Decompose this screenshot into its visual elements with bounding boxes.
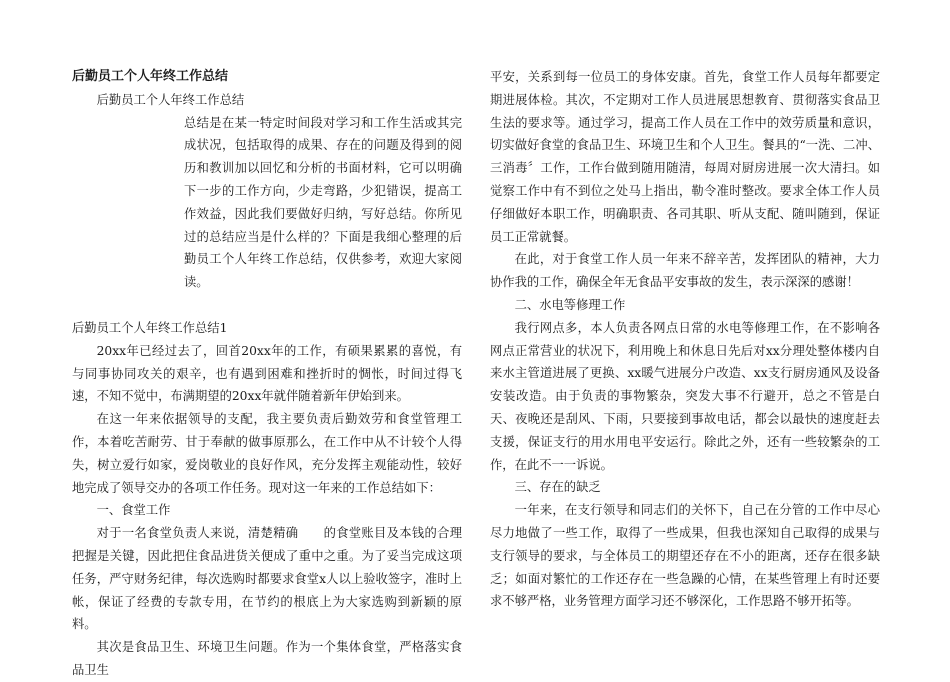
paragraph-7: 一年来，在支行领导和同志们的关怀下，自己在分管的工作中尽心尽力地做了一些工作，取得了一些成果，但我也深知自己取得的成果与支行领导的要求，与全体员工的期望还存在不小的距离，还存在很多缺乏；如面对繁忙的工作还存在一些急躁的心情，在某些管理上有时还要求不够严格，业务管理方面学习还不够深化，工作思路不够开拓等。 <box>490 503 880 609</box>
paragraph-1: 20xx年已经过去了，回首20xx年的工作，有硕果累累的喜悦，有与同事协同攻关的艰辛，也有遇到困难和挫折时的惆怅，时间过得飞速，不知不觉中，布满期望的20xx年就伴随着新年伊始到来。 <box>72 343 462 404</box>
right-column <box>490 66 880 613</box>
paragraph-3: 对于一名食堂负责人来说，清楚精确 的食堂账目及本钱的合理把握是关键，因此把住食品进货关便成了重中之重。为了妥当完成这项任务，严守财务纪律，每次选购时都要求食堂x人以上验收签字，准时上帐，保证了经费的专款专用，在节约的根底上为大家选购到新颖的原料。 <box>72 526 462 632</box>
paragraph-2: 在这一年来依据领导的支配，我主要负责后勤效劳和食堂管理工作，本着吃苦耐劳、甘于奉献的做事原那么，在工作中从不计较个人得失，树立爱行如家，爱岗敬业的良好作风，充分发挥主观能动性，较好地完成了领导交办的各项工作任务。现对这一年来的工作总结如下： <box>72 412 462 495</box>
heading-canteen: 一、食堂工作 <box>96 503 171 518</box>
paragraph-5: 在此，对于食堂工作人员一年来不辞辛苦，发挥团队的精神，大力协作我的工作，确保全年无食品平安事故的发生，表示深深的感谢！ <box>490 252 880 290</box>
document-subtitle: 后勤员工个人年终工作总结 <box>96 92 245 107</box>
spacer <box>72 294 462 317</box>
document-title: 后勤员工个人年终工作总结 <box>72 69 229 84</box>
heading-maintenance: 二、水电等修理工作 <box>514 297 626 312</box>
heading-shortcomings: 三、存在的缺乏 <box>514 480 601 495</box>
section-title: 后勤员工个人年终工作总结1 <box>72 320 228 335</box>
paragraph-4: 其次是食品卫生、环境卫生问题。作为一个集体食堂，严格落实食品卫生 <box>72 640 462 677</box>
paragraph-6: 我行网点多，本人负责各网点日常的水电等修理工作，在不影响各网点正常营业的状况下，利用晚上和休息日先后对xx分理处整体楼内自来水主管道进展了更换、xx暖气进展分户改造、xx支行厨房通风及设备安装改造。由于负责的事物繁杂，突发大事不行避开，总之不管是白天、夜晚还是刮风、下雨，只要接到事故电话，都会以最快的速度赶去支援，保证支行的用水用电平安运行。除此之外，还有一些较繁杂的工作，在此不一一诉说。 <box>490 320 880 472</box>
left-column <box>72 66 462 682</box>
intro-paragraph: 总结是在某一特定时间段对学习和工作生活或其完成状况，包括取得的成果、存在的问题及得到的阅历和教训加以回忆和分析的书面材料，它可以明确下一步的工作方向，少走弯路，少犯错误，提高工作效益，因此我们要做好归纳，写好总结。你所见过的总结应当是什么样的？下面是我细心整理的后勤员工个人年终工作总结，仅供参考，欢迎大家阅读。 <box>184 115 462 290</box>
paragraph-4-continued: 平安，关系到每一位员工的身体安康。首先，食堂工作人员每年都要定期进展体检。其次，不定期对工作人员进展思想教育、贯彻落实食品卫生法的要求等。通过学习，提高工作人员在工作中的效劳质量和意识，切实做好食堂的食品卫生、环境卫生和个人卫生。餐具的“一洗、二冲、三消毒〞工作，工作台做到随用随清，每周对厨房进展一次大清扫。如觉察工作中有不到位之处马上指出，勒令准时整改。要求全体工作人员仔细做好本职工作，明确职责、各司其职、听从支配、随叫随到，保证员工正常就餐。 <box>490 70 880 244</box>
